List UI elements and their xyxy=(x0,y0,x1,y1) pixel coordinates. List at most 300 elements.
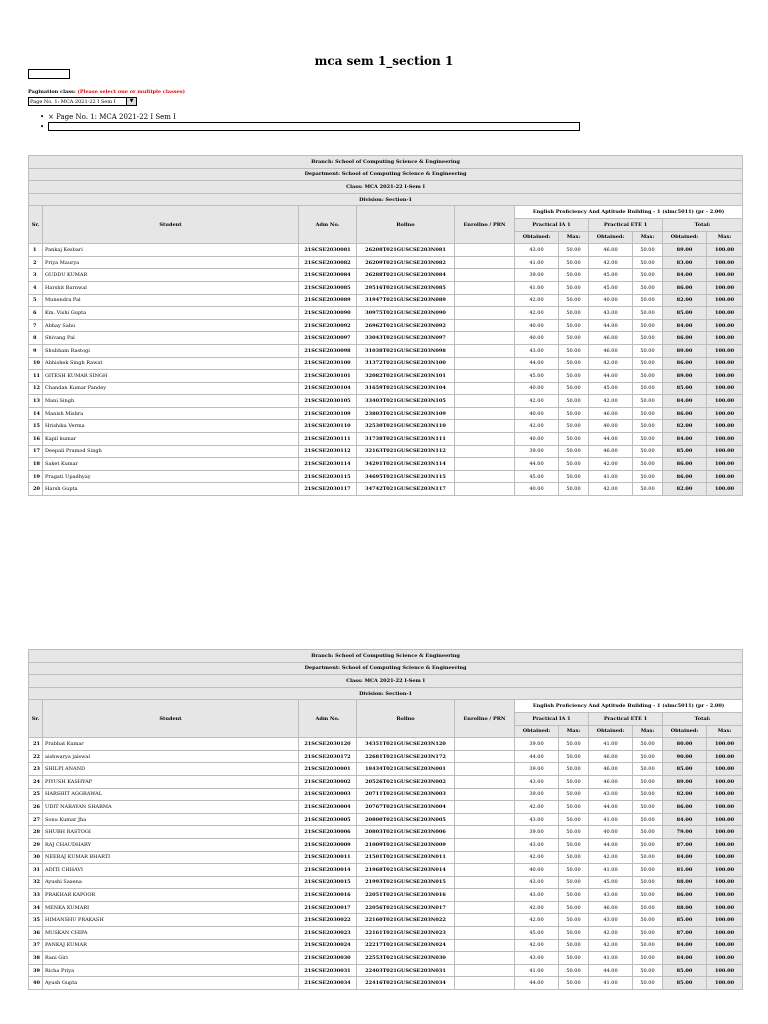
ia-max-cell: 50.00 xyxy=(559,964,589,977)
ete-obtained-cell: 42.00 xyxy=(589,395,633,408)
adm-no-cell: 21SCSE2030031 xyxy=(299,964,357,977)
table-row xyxy=(29,483,743,496)
student-name-cell: Harsh Gupta xyxy=(43,483,299,496)
ete-obtained-cell: 42.00 xyxy=(589,458,633,471)
total-max-cell: 100.00 xyxy=(707,889,743,902)
enrollno-cell xyxy=(455,927,515,940)
student-name-cell: PRAKHAR KAPOOR xyxy=(43,889,299,902)
rollno-cell: 29516T021GUSCSE203N085 xyxy=(357,281,455,294)
ete-max-cell: 50.00 xyxy=(633,876,663,889)
rollno-cell: 32530T021GUSCSE203N110 xyxy=(357,420,455,433)
rollno-cell: 33403T021GUSCSE203N105 xyxy=(357,395,455,408)
adm-no-cell: 21SCSE2030014 xyxy=(299,864,357,877)
ete-obtained-cell: 42.00 xyxy=(589,357,633,370)
class-search-input[interactable] xyxy=(48,122,580,131)
adm-no-cell: 21SCSE2030117 xyxy=(299,483,357,496)
total-obtained-cell: 86.00 xyxy=(663,470,707,483)
student-name-cell: Ayushi Saxena xyxy=(43,876,299,889)
total-max-cell: 100.00 xyxy=(707,750,743,763)
enrollno-cell xyxy=(455,889,515,902)
sr-cell: 37 xyxy=(29,939,43,952)
enrollno-cell xyxy=(455,433,515,446)
total-max-cell: 100.00 xyxy=(707,470,743,483)
adm-no-cell: 21SCSE2030082 xyxy=(299,256,357,269)
rollno-cell: 30975T021GUSCSE203N090 xyxy=(357,307,455,320)
max-header: Max: xyxy=(559,725,589,738)
ete-max-cell: 50.00 xyxy=(633,901,663,914)
ia-max-cell: 50.00 xyxy=(559,876,589,889)
total-max-cell: 100.00 xyxy=(707,407,743,420)
ete-obtained-cell: 44.00 xyxy=(589,801,633,814)
rollno-cell: 22553T021GUSCSE203N030 xyxy=(357,952,455,965)
rollno-cell: 22051T021GUSCSE203N016 xyxy=(357,889,455,902)
total-max-cell: 100.00 xyxy=(707,864,743,877)
course-header: English Proficiency And Aptitude Building - 1 (slmc5011) (pr - 2.00) xyxy=(515,700,743,713)
student-name-cell: Richa Priya xyxy=(43,964,299,977)
division-header: Division: Section-1 xyxy=(29,193,743,206)
table-row xyxy=(29,939,743,952)
total-obtained-cell: 85.00 xyxy=(663,307,707,320)
total-obtained-cell: 86.00 xyxy=(663,889,707,902)
student-name-cell: GITESH KUMAR SINGH xyxy=(43,370,299,383)
ete-max-cell: 50.00 xyxy=(633,763,663,776)
ia-obtained-cell: 41.00 xyxy=(515,256,559,269)
adm-no-cell: 21SCSE2030016 xyxy=(299,889,357,902)
ete-max-cell: 50.00 xyxy=(633,927,663,940)
sr-cell: 4 xyxy=(29,281,43,294)
total-obtained-cell: 82.00 xyxy=(663,788,707,801)
adm-no-cell: 21SCSE2030009 xyxy=(299,838,357,851)
enrollno-cell xyxy=(455,370,515,383)
ia-max-cell: 50.00 xyxy=(559,826,589,839)
rollno-cell: 21501T021GUSCSE203N011 xyxy=(357,851,455,864)
total-obtained-cell: 84.00 xyxy=(663,813,707,826)
col-sr-header: Sr. xyxy=(29,206,43,244)
sr-cell: 24 xyxy=(29,775,43,788)
adm-no-cell: 21SCSE2030172 xyxy=(299,750,357,763)
sr-cell: 16 xyxy=(29,433,43,446)
max-header: Max: xyxy=(707,231,743,244)
ete-max-cell: 50.00 xyxy=(633,420,663,433)
total-max-cell: 100.00 xyxy=(707,483,743,496)
obtained-header: Obtained: xyxy=(663,725,707,738)
adm-no-cell: 21SCSE2030092 xyxy=(299,319,357,332)
max-header: Max: xyxy=(633,725,663,738)
sr-cell: 22 xyxy=(29,750,43,763)
ete-max-cell: 50.00 xyxy=(633,977,663,990)
total-obtained-cell: 84.00 xyxy=(663,433,707,446)
ete-obtained-cell: 45.00 xyxy=(589,876,633,889)
ia-max-cell: 50.00 xyxy=(559,914,589,927)
sr-cell: 31 xyxy=(29,864,43,877)
table-row xyxy=(29,244,743,257)
student-name-cell: GUDDU KUMAR xyxy=(43,269,299,282)
student-name-cell: Pragati Upadhyay xyxy=(43,470,299,483)
ia-obtained-cell: 39.00 xyxy=(515,826,559,839)
enrollno-cell xyxy=(455,344,515,357)
adm-no-cell: 21SCSE2030115 xyxy=(299,470,357,483)
table-row xyxy=(29,864,743,877)
obtained-header: Obtained: xyxy=(589,231,633,244)
sr-cell: 20 xyxy=(29,483,43,496)
table-row xyxy=(29,763,743,776)
table-row xyxy=(29,927,743,940)
enrollno-cell xyxy=(455,964,515,977)
rollno-cell: 22217T021GUSCSE203N024 xyxy=(357,939,455,952)
table-row xyxy=(29,470,743,483)
ete-obtained-cell: 46.00 xyxy=(589,407,633,420)
ia-obtained-cell: 43.00 xyxy=(515,876,559,889)
table-row xyxy=(29,319,743,332)
sr-cell: 34 xyxy=(29,901,43,914)
col-sr-header: Sr. xyxy=(29,700,43,738)
adm-no-cell: 21SCSE2030081 xyxy=(299,244,357,257)
sr-cell: 1 xyxy=(29,244,43,257)
table-row xyxy=(29,395,743,408)
department-header: Department: School of Computing Science & Engineering xyxy=(29,662,743,675)
student-name-cell: MENKA KUMARI xyxy=(43,901,299,914)
enrollno-cell xyxy=(455,244,515,257)
ia-obtained-cell: 39.00 xyxy=(515,788,559,801)
ia-obtained-cell: 40.00 xyxy=(515,433,559,446)
column-header-row xyxy=(29,206,743,219)
adm-no-cell: 21SCSE2030015 xyxy=(299,876,357,889)
ia-obtained-cell: 44.00 xyxy=(515,458,559,471)
ete-obtained-cell: 43.00 xyxy=(589,914,633,927)
adm-no-cell: 21SCSE2030022 xyxy=(299,914,357,927)
adm-no-cell: 21SCSE2030084 xyxy=(299,269,357,282)
sr-cell: 18 xyxy=(29,458,43,471)
student-name-cell: Hrishika Verma xyxy=(43,420,299,433)
total-obtained-cell: 85.00 xyxy=(663,964,707,977)
ia-obtained-cell: 45.00 xyxy=(515,470,559,483)
ete-obtained-cell: 42.00 xyxy=(589,483,633,496)
max-header: Max: xyxy=(707,725,743,738)
rollno-cell: 34695T021GUSCSE203N115 xyxy=(357,470,455,483)
col-enroll-header: Enrollno / PRN xyxy=(455,206,515,244)
dropdown-arrow-icon[interactable]: ▼ xyxy=(126,98,136,105)
ia-max-cell: 50.00 xyxy=(559,370,589,383)
ete-max-cell: 50.00 xyxy=(633,470,663,483)
ete-max-cell: 50.00 xyxy=(633,407,663,420)
column-header-row xyxy=(29,700,743,713)
ia-max-cell: 50.00 xyxy=(559,483,589,496)
enrollno-cell xyxy=(455,952,515,965)
ete-obtained-cell: 44.00 xyxy=(589,838,633,851)
rollno-cell: 20711T021GUSCSE203N003 xyxy=(357,788,455,801)
rollno-cell: 32163T021GUSCSE203N112 xyxy=(357,445,455,458)
rollno-cell: 22416T021GUSCSE203N034 xyxy=(357,977,455,990)
enrollno-cell xyxy=(455,281,515,294)
ete-max-cell: 50.00 xyxy=(633,851,663,864)
total-obtained-cell: 89.00 xyxy=(663,775,707,788)
ete-max-cell: 50.00 xyxy=(633,813,663,826)
enrollno-cell xyxy=(455,813,515,826)
total-obtained-cell: 85.00 xyxy=(663,977,707,990)
ete-obtained-cell: 41.00 xyxy=(589,952,633,965)
ete-obtained-cell: 41.00 xyxy=(589,977,633,990)
enrollno-cell xyxy=(455,876,515,889)
adm-no-cell: 21SCSE2030030 xyxy=(299,952,357,965)
ia-obtained-cell: 42.00 xyxy=(515,420,559,433)
enrollno-cell xyxy=(455,483,515,496)
practical-ia-header: Practical IA 1 xyxy=(515,712,589,725)
ia-obtained-cell: 42.00 xyxy=(515,294,559,307)
total-obtained-cell: 87.00 xyxy=(663,927,707,940)
ia-max-cell: 50.00 xyxy=(559,901,589,914)
ete-max-cell: 50.00 xyxy=(633,838,663,851)
rollno-cell: 22160T021GUSCSE203N022 xyxy=(357,914,455,927)
ia-max-cell: 50.00 xyxy=(559,281,589,294)
ia-max-cell: 50.00 xyxy=(559,445,589,458)
ete-obtained-cell: 45.00 xyxy=(589,281,633,294)
ia-max-cell: 50.00 xyxy=(559,294,589,307)
rollno-cell: 34742T021GUSCSE203N117 xyxy=(357,483,455,496)
total-obtained-cell: 88.00 xyxy=(663,901,707,914)
ia-max-cell: 50.00 xyxy=(559,838,589,851)
blank-input-box[interactable] xyxy=(28,69,70,79)
ete-max-cell: 50.00 xyxy=(633,357,663,370)
student-name-cell: Priya Maurya xyxy=(43,256,299,269)
student-name-cell: UDIT NARAYAN SHARMA xyxy=(43,801,299,814)
ete-max-cell: 50.00 xyxy=(633,788,663,801)
ia-max-cell: 50.00 xyxy=(559,319,589,332)
ete-obtained-cell: 40.00 xyxy=(589,826,633,839)
enrollno-cell xyxy=(455,395,515,408)
department-header-row xyxy=(29,662,743,675)
ia-max-cell: 50.00 xyxy=(559,458,589,471)
ia-max-cell: 50.00 xyxy=(559,775,589,788)
student-name-cell: Ayush Gupta xyxy=(43,977,299,990)
obtained-header: Obtained: xyxy=(663,231,707,244)
table-row xyxy=(29,307,743,320)
rollno-cell: 32082T021GUSCSE203N101 xyxy=(357,370,455,383)
enrollno-cell xyxy=(455,445,515,458)
table-row xyxy=(29,357,743,370)
ia-max-cell: 50.00 xyxy=(559,889,589,902)
total-obtained-cell: 86.00 xyxy=(663,281,707,294)
enrollno-cell xyxy=(455,294,515,307)
results-table xyxy=(28,155,743,496)
ia-max-cell: 50.00 xyxy=(559,269,589,282)
total-max-cell: 100.00 xyxy=(707,319,743,332)
sr-cell: 27 xyxy=(29,813,43,826)
practical-ete-header: Practical ETE 1 xyxy=(589,218,663,231)
table-row xyxy=(29,838,743,851)
total-obtained-cell: 86.00 xyxy=(663,332,707,345)
enrollno-cell xyxy=(455,826,515,839)
enrollno-cell xyxy=(455,470,515,483)
ete-obtained-cell: 44.00 xyxy=(589,370,633,383)
total-max-cell: 100.00 xyxy=(707,914,743,927)
pagination-select[interactable] xyxy=(28,97,137,106)
table-row xyxy=(29,269,743,282)
sr-cell: 6 xyxy=(29,307,43,320)
student-name-cell: RAJ CHAUDHARY xyxy=(43,838,299,851)
ia-max-cell: 50.00 xyxy=(559,763,589,776)
ia-obtained-cell: 42.00 xyxy=(515,939,559,952)
ete-obtained-cell: 46.00 xyxy=(589,332,633,345)
rollno-cell: 20767T021GUSCSE203N004 xyxy=(357,801,455,814)
sr-cell: 9 xyxy=(29,344,43,357)
ia-obtained-cell: 43.00 xyxy=(515,952,559,965)
ia-obtained-cell: 41.00 xyxy=(515,964,559,977)
page-title: mca sem 1_section 1 xyxy=(314,54,454,68)
bullet-icon: • xyxy=(40,122,45,131)
ia-max-cell: 50.00 xyxy=(559,357,589,370)
ia-max-cell: 50.00 xyxy=(559,420,589,433)
enrollno-cell xyxy=(455,307,515,320)
rollno-cell: 33043T021GUSCSE203N097 xyxy=(357,332,455,345)
total-max-cell: 100.00 xyxy=(707,939,743,952)
table-row xyxy=(29,332,743,345)
ia-max-cell: 50.00 xyxy=(559,470,589,483)
total-max-cell: 100.00 xyxy=(707,294,743,307)
total-obtained-cell: 84.00 xyxy=(663,269,707,282)
student-name-cell: Abhishek Singh Rawat xyxy=(43,357,299,370)
branch-header: Branch: School of Computing Science & Engineering xyxy=(29,156,743,169)
ia-obtained-cell: 43.00 xyxy=(515,813,559,826)
adm-no-cell: 21SCSE2030024 xyxy=(299,939,357,952)
selected-class-chip[interactable]: × Page No. 1: MCA 2021-22 I Sem I xyxy=(48,113,176,121)
ia-obtained-cell: 42.00 xyxy=(515,901,559,914)
table-row xyxy=(29,420,743,433)
ete-max-cell: 50.00 xyxy=(633,483,663,496)
table-row xyxy=(29,775,743,788)
student-name-cell: HARSHIT AGGRAWAL xyxy=(43,788,299,801)
total-obtained-cell: 82.00 xyxy=(663,483,707,496)
enrollno-cell xyxy=(455,319,515,332)
enrollno-cell xyxy=(455,864,515,877)
ia-obtained-cell: 40.00 xyxy=(515,483,559,496)
rollno-cell: 31947T021GUSCSE203N089 xyxy=(357,294,455,307)
student-name-cell: Mani Singh xyxy=(43,395,299,408)
bullet-icon: • xyxy=(40,113,45,121)
rollno-cell: 21993T021GUSCSE203N015 xyxy=(357,876,455,889)
division-header-row xyxy=(29,193,743,206)
col-adm-header: Adm No. xyxy=(299,700,357,738)
ete-max-cell: 50.00 xyxy=(633,964,663,977)
enrollno-cell xyxy=(455,851,515,864)
sr-cell: 14 xyxy=(29,407,43,420)
total-max-cell: 100.00 xyxy=(707,826,743,839)
ia-max-cell: 50.00 xyxy=(559,256,589,269)
ete-max-cell: 50.00 xyxy=(633,332,663,345)
adm-no-cell: 21SCSE2030017 xyxy=(299,901,357,914)
adm-no-cell: 21SCSE2030112 xyxy=(299,445,357,458)
student-name-cell: Km. Vishi Gupta xyxy=(43,307,299,320)
adm-no-cell: 21SCSE2030114 xyxy=(299,458,357,471)
student-name-cell: Shivang Pal xyxy=(43,332,299,345)
rollno-cell: 31659T021GUSCSE203N104 xyxy=(357,382,455,395)
ete-max-cell: 50.00 xyxy=(633,344,663,357)
table-row xyxy=(29,407,743,420)
ete-obtained-cell: 43.00 xyxy=(589,788,633,801)
table-row xyxy=(29,952,743,965)
rollno-cell: 26962T021GUSCSE203N092 xyxy=(357,319,455,332)
total-max-cell: 100.00 xyxy=(707,775,743,788)
enrollno-cell xyxy=(455,407,515,420)
adm-no-cell: 21SCSE2030004 xyxy=(299,801,357,814)
student-name-cell: Munendra Pal xyxy=(43,294,299,307)
enrollno-cell xyxy=(455,939,515,952)
student-name-cell: Shubham Rastogi xyxy=(43,344,299,357)
ia-max-cell: 50.00 xyxy=(559,344,589,357)
ete-max-cell: 50.00 xyxy=(633,952,663,965)
total-obtained-cell: 89.00 xyxy=(663,344,707,357)
selected-classes-list xyxy=(40,113,580,131)
sr-cell: 7 xyxy=(29,319,43,332)
total-max-cell: 100.00 xyxy=(707,433,743,446)
rollno-cell: 26288T021GUSCSE203N084 xyxy=(357,269,455,282)
pagination-label-text: Pagination class: xyxy=(28,89,76,95)
ete-max-cell: 50.00 xyxy=(633,864,663,877)
adm-no-cell: 21SCSE2030085 xyxy=(299,281,357,294)
table-row xyxy=(29,750,743,763)
ia-obtained-cell: 44.00 xyxy=(515,357,559,370)
student-name-cell: NEERAJ KUMAR BHARTI xyxy=(43,851,299,864)
enrollno-cell xyxy=(455,977,515,990)
total-obtained-cell: 79.00 xyxy=(663,826,707,839)
rollno-cell: 21968T021GUSCSE203N014 xyxy=(357,864,455,877)
ia-max-cell: 50.00 xyxy=(559,738,589,751)
sr-cell: 38 xyxy=(29,952,43,965)
total-obtained-cell: 82.00 xyxy=(663,420,707,433)
department-header-row xyxy=(29,168,743,181)
table-row xyxy=(29,901,743,914)
ete-max-cell: 50.00 xyxy=(633,395,663,408)
rollno-cell: 22681T021GUSCSE203N172 xyxy=(357,750,455,763)
ete-obtained-cell: 46.00 xyxy=(589,901,633,914)
total-max-cell: 100.00 xyxy=(707,344,743,357)
obtained-header: Obtained: xyxy=(515,725,559,738)
ete-obtained-cell: 43.00 xyxy=(589,307,633,320)
ete-obtained-cell: 40.00 xyxy=(589,420,633,433)
ete-obtained-cell: 44.00 xyxy=(589,319,633,332)
total-max-cell: 100.00 xyxy=(707,927,743,940)
ete-max-cell: 50.00 xyxy=(633,738,663,751)
ete-max-cell: 50.00 xyxy=(633,826,663,839)
obtained-header: Obtained: xyxy=(515,231,559,244)
list-item xyxy=(40,122,580,131)
total-max-cell: 100.00 xyxy=(707,420,743,433)
rollno-cell: 20800T021GUSCSE203N005 xyxy=(357,813,455,826)
enrollno-cell xyxy=(455,357,515,370)
total-obtained-cell: 89.00 xyxy=(663,244,707,257)
enrollno-cell xyxy=(455,738,515,751)
ete-max-cell: 50.00 xyxy=(633,801,663,814)
col-rollno-header: Rollno xyxy=(357,206,455,244)
total-max-cell: 100.00 xyxy=(707,813,743,826)
ia-max-cell: 50.00 xyxy=(559,244,589,257)
table-row xyxy=(29,977,743,990)
ia-obtained-cell: 39.00 xyxy=(515,445,559,458)
total-obtained-cell: 81.00 xyxy=(663,864,707,877)
adm-no-cell: 21SCSE2030120 xyxy=(299,738,357,751)
total-obtained-cell: 87.00 xyxy=(663,838,707,851)
ia-obtained-cell: 44.00 xyxy=(515,750,559,763)
division-header-row xyxy=(29,687,743,700)
rollno-cell: 22403T021GUSCSE203N031 xyxy=(357,964,455,977)
ete-obtained-cell: 46.00 xyxy=(589,750,633,763)
ete-max-cell: 50.00 xyxy=(633,256,663,269)
total-max-cell: 100.00 xyxy=(707,307,743,320)
list-item xyxy=(40,113,580,122)
total-max-cell: 100.00 xyxy=(707,738,743,751)
class-header-row xyxy=(29,181,743,194)
enrollno-cell xyxy=(455,256,515,269)
rollno-cell: 23803T021GUSCSE203N109 xyxy=(357,407,455,420)
